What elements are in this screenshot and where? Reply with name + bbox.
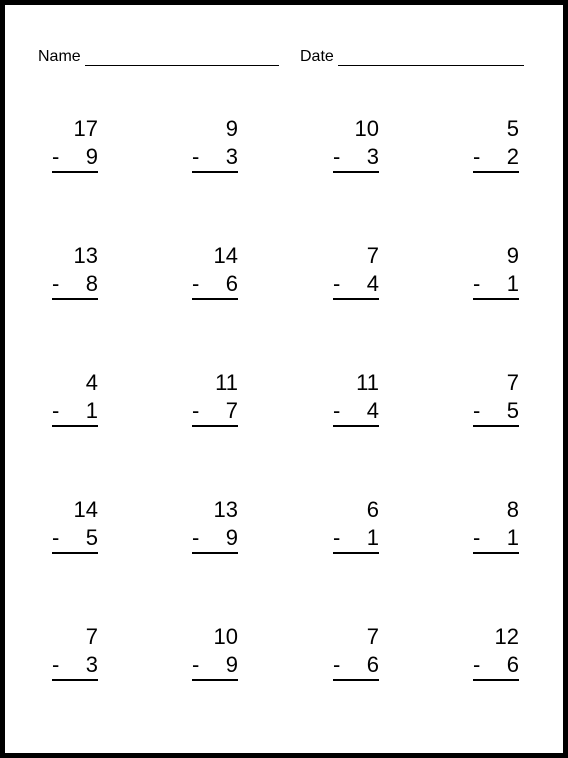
subtrahend: 1 [366,525,379,550]
subtraction-problem [52,115,98,173]
subtrahend: 7 [225,398,238,423]
subtrahend: 2 [506,144,519,169]
minuend: 7 [506,370,519,395]
minuend: 8 [506,497,519,522]
minuend: 17 [73,116,98,141]
subtraction-problem [473,242,519,300]
subtrahend-row [473,651,519,681]
minus-sign: - [473,144,481,169]
subtrahend-row [52,143,98,173]
minus-sign: - [333,652,341,677]
minuend: 7 [85,624,98,649]
subtrahend: 9 [225,652,238,677]
subtrahend: 6 [366,652,379,677]
minuend: 9 [225,116,238,141]
subtrahend-row [192,143,238,173]
subtrahend: 4 [366,271,379,296]
subtraction-problem [473,623,519,681]
minus-sign: - [473,525,481,550]
subtrahend-row [52,524,98,554]
minus-sign: - [333,144,341,169]
subtraction-problem [52,242,98,300]
minus-sign: - [52,398,60,423]
subtrahend-row [473,270,519,300]
minuend: 10 [213,624,238,649]
subtraction-problem [192,242,238,300]
subtrahend-row [192,270,238,300]
minuend: 6 [366,497,379,522]
subtrahend-row [333,143,379,173]
minus-sign: - [192,525,200,550]
name-blank-line[interactable] [85,51,279,66]
subtrahend-row [473,143,519,173]
minus-sign: - [52,144,60,169]
subtrahend: 9 [225,525,238,550]
minuend: 14 [73,497,98,522]
subtrahend: 8 [85,271,98,296]
minuend: 14 [213,243,238,268]
subtraction-problem [52,369,98,427]
minuend: 4 [85,370,98,395]
name-label: Name [38,48,81,65]
minuend: 5 [506,116,519,141]
subtrahend-row [52,270,98,300]
subtraction-problem [473,115,519,173]
subtrahend: 4 [366,398,379,423]
subtrahend: 6 [506,652,519,677]
minus-sign: - [192,398,200,423]
subtrahend-row [333,270,379,300]
minuend: 7 [366,624,379,649]
subtrahend: 1 [506,525,519,550]
subtrahend: 5 [506,398,519,423]
subtrahend-row [52,397,98,427]
minus-sign: - [333,525,341,550]
minuend: 7 [366,243,379,268]
subtrahend: 9 [85,144,98,169]
minus-sign: - [192,144,200,169]
minus-sign: - [333,398,341,423]
name-field[interactable] [38,49,279,66]
minus-sign: - [192,271,200,296]
minuend: 9 [506,243,519,268]
subtrahend: 1 [85,398,98,423]
subtraction-problem [333,242,379,300]
minus-sign: - [52,525,60,550]
subtraction-problem [333,369,379,427]
date-blank-line[interactable] [338,51,524,66]
minuend: 11 [356,370,379,395]
subtraction-problem [192,115,238,173]
minuend: 13 [213,497,238,522]
subtrahend-row [473,524,519,554]
subtrahend-row [473,397,519,427]
subtraction-problem [52,496,98,554]
date-label: Date [300,48,334,65]
subtrahend: 6 [225,271,238,296]
minus-sign: - [473,652,481,677]
minus-sign: - [333,271,341,296]
subtrahend: 3 [85,652,98,677]
subtrahend-row [52,651,98,681]
minuend: 13 [73,243,98,268]
subtraction-problem [333,623,379,681]
subtraction-problem [52,623,98,681]
subtrahend-row [333,524,379,554]
subtraction-problem [333,496,379,554]
subtraction-problem [192,369,238,427]
subtraction-problem [473,369,519,427]
subtraction-problem [192,623,238,681]
minus-sign: - [473,398,481,423]
minuend: 11 [215,370,238,395]
minuend: 12 [494,624,519,649]
subtrahend: 3 [366,144,379,169]
subtrahend-row [192,397,238,427]
subtrahend-row [192,524,238,554]
subtrahend-row [333,651,379,681]
subtrahend: 1 [506,271,519,296]
subtrahend-row [333,397,379,427]
subtrahend: 5 [85,525,98,550]
minus-sign: - [52,652,60,677]
minus-sign: - [52,271,60,296]
minus-sign: - [473,271,481,296]
subtraction-problem [473,496,519,554]
subtraction-problem [333,115,379,173]
minus-sign: - [192,652,200,677]
subtraction-problem [192,496,238,554]
subtrahend-row [192,651,238,681]
subtrahend: 3 [225,144,238,169]
minuend: 10 [354,116,379,141]
date-field[interactable] [300,49,524,66]
